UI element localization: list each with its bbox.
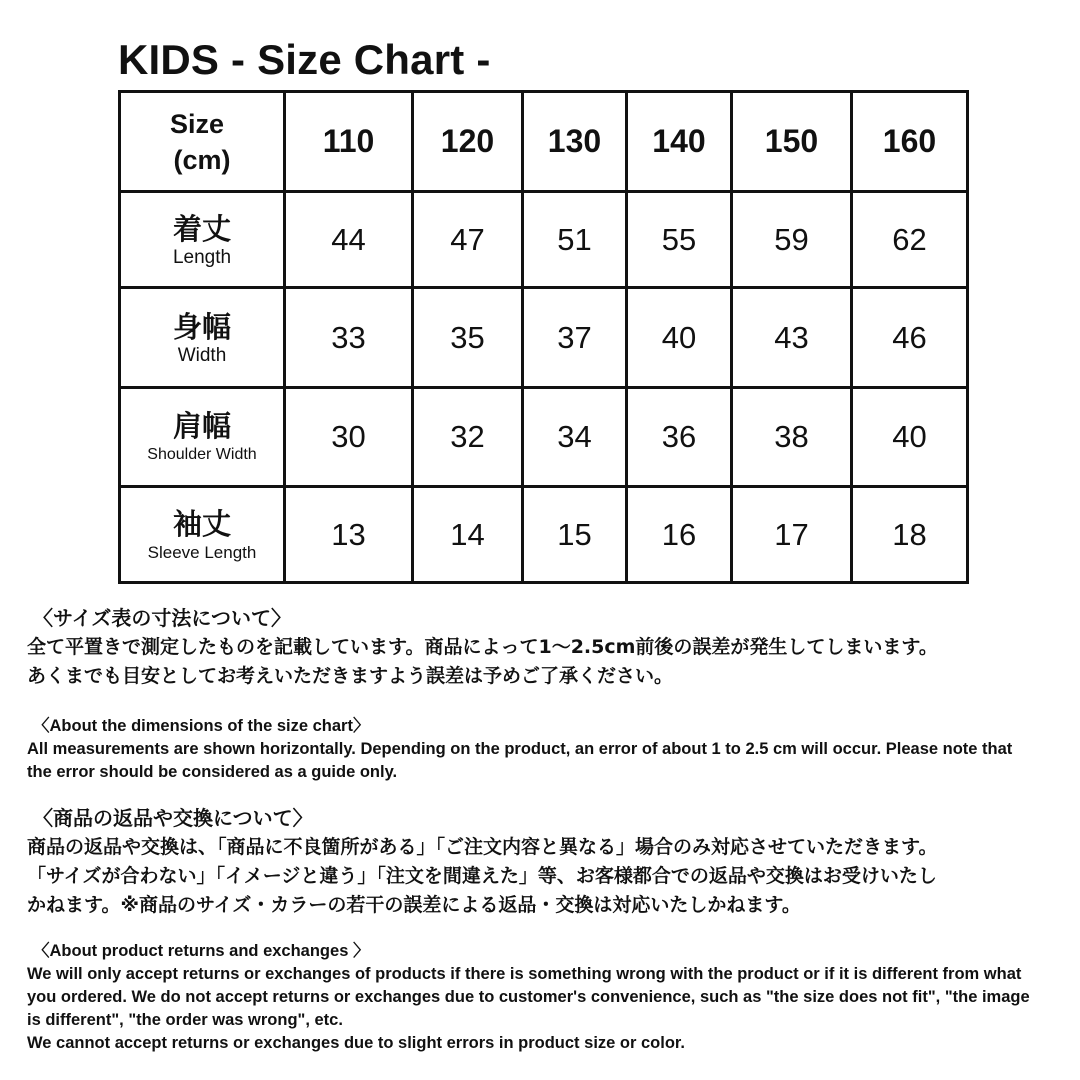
row-label-jp: 袖丈 <box>172 506 231 541</box>
dimensions-text-en: the error should be considered as a guide only. <box>27 763 398 781</box>
row-label-jp: 肩幅 <box>172 409 231 443</box>
table-cell: 44 <box>285 192 413 288</box>
table-cell: 62 <box>852 192 968 288</box>
dimensions-text-jp: 全て平置きで測定したものを記載しています。商品によって1〜2.5cm前後の誤差が発生してしまいます。 <box>27 636 938 658</box>
row-label-sleeve-length <box>120 487 285 583</box>
dimensions-text-jp: あくまでも目安としてお考えいただきますよう誤差は予めご了承ください。 <box>27 665 674 687</box>
returns-text-jp: かねます。※商品のサイズ・カラーの若干の誤差による返品・交換は対応いたしかねます。 <box>27 894 801 916</box>
table-cell: 14 <box>413 487 523 583</box>
dimensions-heading-en: 〈About the dimensions of the size chart〉 <box>33 717 370 735</box>
unit-label: (cm) <box>173 144 231 175</box>
table-cell: 32 <box>413 388 523 487</box>
returns-text-en: We cannot accept returns or exchanges due to slight errors in product size or color. <box>27 1034 686 1052</box>
returns-heading-en: 〈About product returns and exchanges 〉 <box>33 942 370 960</box>
row-label-en: Shoulder Width <box>147 446 257 463</box>
page-title: KIDS - Size Chart - <box>118 36 491 83</box>
returns-text-en: is different", "the order was wrong", etc. <box>27 1011 343 1029</box>
table-cell: 59 <box>732 192 852 288</box>
table-cell: 13 <box>285 487 413 583</box>
table-row-sleeve-length <box>120 487 968 583</box>
table-cell: 37 <box>523 288 627 388</box>
size-header: 160 <box>852 92 968 192</box>
table-cell: 55 <box>627 192 732 288</box>
table-cell: 15 <box>523 487 627 583</box>
table-cell: 38 <box>732 388 852 487</box>
row-label-en: Sleeve Length <box>147 542 257 562</box>
table-cell: 18 <box>852 487 968 583</box>
table-cell: 36 <box>627 388 732 487</box>
size-header: 120 <box>413 92 523 192</box>
table-cell: 47 <box>413 192 523 288</box>
returns-heading-jp: 〈商品の返品や交換について〉 <box>33 806 313 830</box>
row-label-shoulder-width <box>120 388 285 487</box>
size-chart-table <box>118 90 969 584</box>
row-label-jp: 着丈 <box>172 211 231 246</box>
table-cell: 17 <box>732 487 852 583</box>
size-label: Size <box>169 108 225 139</box>
table-row-length <box>120 192 968 288</box>
dimensions-text-en: All measurements are shown horizontally. Depending on the product, an error of about 1 to 2.5 cm will occur. Please note that <box>27 740 1013 758</box>
table-header-row <box>120 92 968 192</box>
size-header: 110 <box>285 92 413 192</box>
table-cell: 51 <box>523 192 627 288</box>
table-cell: 35 <box>413 288 523 388</box>
table-cell: 46 <box>852 288 968 388</box>
table-cell: 16 <box>627 487 732 583</box>
returns-text-jp: 商品の返品や交換は、「商品に不良箇所がある」「ご注文内容と異なる」場合のみ対応させていただきます。 <box>27 836 938 858</box>
size-header: 130 <box>523 92 627 192</box>
table-row-shoulder-width <box>120 388 968 487</box>
table-cell: 34 <box>523 388 627 487</box>
notes-section <box>27 604 1057 1055</box>
table-cell: 40 <box>852 388 968 487</box>
table-cell: 43 <box>732 288 852 388</box>
returns-text-jp: 「サイズが合わない」「イメージと違う」「注文を間違えた」等、お客様都合での返品や交換はお受けいたし <box>27 865 937 887</box>
row-label-width <box>120 288 285 388</box>
row-label-en: Width <box>177 344 227 366</box>
size-header: 140 <box>627 92 732 192</box>
returns-text-en: you ordered. We do not accept returns or exchanges due to customer's convenience, such as "the size does not fit", "the image <box>27 988 1030 1006</box>
returns-text-en: We will only accept returns or exchanges of products if there is something wrong with the product or if it is different from what <box>27 965 1022 983</box>
table-cell: 33 <box>285 288 413 388</box>
size-cm-header <box>120 92 285 192</box>
table-row-width <box>120 288 968 388</box>
row-label-en: Length <box>172 246 232 268</box>
table-cell: 40 <box>627 288 732 388</box>
dimensions-heading-jp: 〈サイズ表の寸法について〉 <box>33 606 291 630</box>
table-cell: 30 <box>285 388 413 487</box>
row-label-jp: 身幅 <box>172 309 231 344</box>
row-label-length <box>120 192 285 288</box>
size-header: 150 <box>732 92 852 192</box>
